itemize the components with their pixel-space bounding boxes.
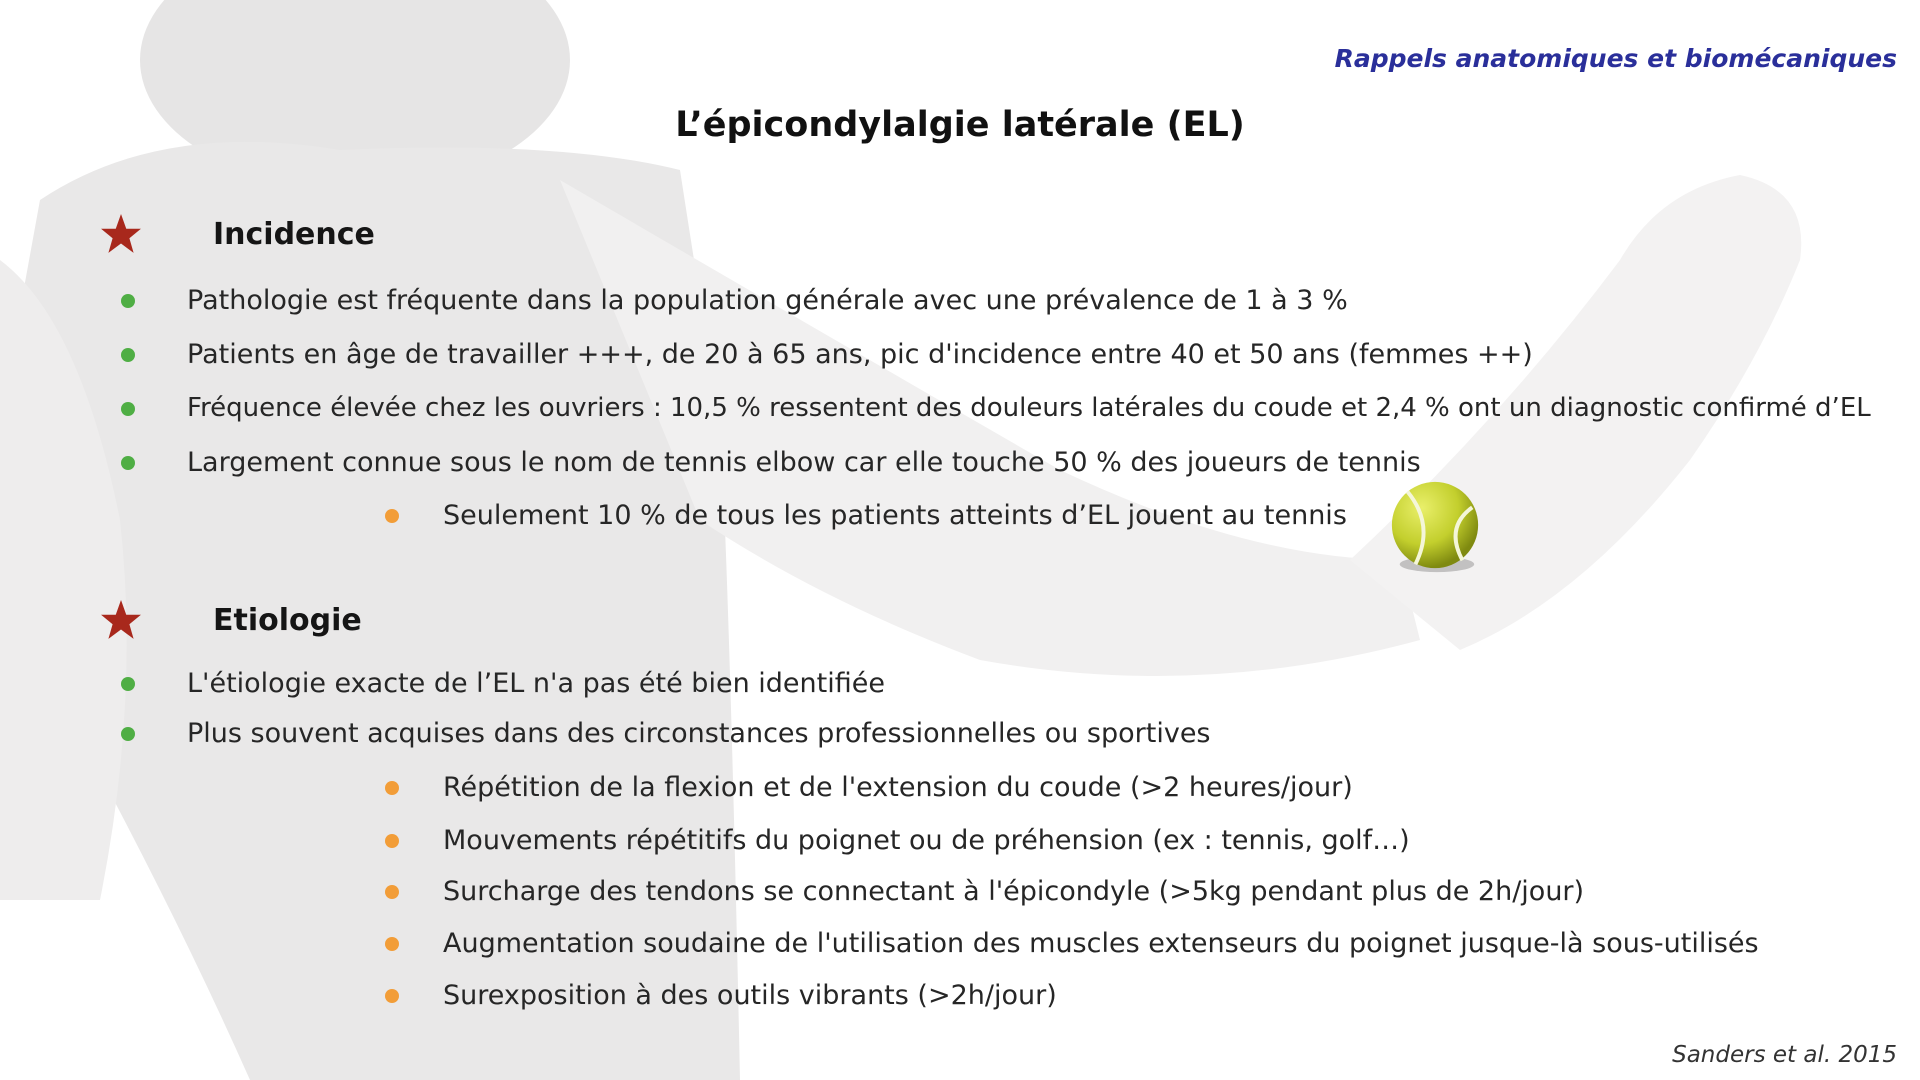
bullet-orange-icon — [385, 937, 399, 951]
bullet-green-icon — [121, 402, 135, 416]
list-item-text: Patients en âge de travailler +++, de 20 à 65 ans, pic d'incidence entre 40 et 50 ans (femmes ++) — [187, 339, 1533, 370]
list-item-text: Pathologie est fréquente dans la population générale avec une prévalence de 1 à 3 % — [187, 285, 1348, 316]
list-item-text: Répétition de la flexion et de l'extension du coude (>2 heures/jour) — [443, 772, 1353, 803]
list-item-text: Fréquence élevée chez les ouvriers : 10,5 % ressentent des douleurs latérales du coude et 2,4 % ont un diagnostic confirmé d’EL — [187, 393, 1871, 423]
section-heading-etiologie — [100, 599, 362, 641]
section-heading-label: Etiologie — [213, 602, 362, 638]
section-header-label: Rappels anatomiques et biomécaniques — [1334, 44, 1897, 73]
list-item-text: Plus souvent acquises dans des circonstances professionnelles ou sportives — [187, 718, 1211, 749]
bullet-orange-icon — [385, 885, 399, 899]
section-heading-incidence — [100, 213, 375, 255]
star-icon — [100, 213, 142, 255]
bullet-orange-icon — [385, 509, 399, 523]
list-item-text: Largement connue sous le nom de tennis elbow car elle touche 50 % des joueurs de tennis — [187, 447, 1421, 478]
list-item-text: L'étiologie exacte de l’EL n'a pas été bien identifiée — [187, 668, 885, 699]
bullet-green-icon — [121, 677, 135, 691]
list-item-text: Surexposition à des outils vibrants (>2h/jour) — [443, 980, 1057, 1011]
list-item-text: Augmentation soudaine de l'utilisation des muscles extenseurs du poignet jusque-là sous-utilisés — [443, 928, 1759, 959]
star-icon — [100, 599, 142, 641]
bullet-green-icon — [121, 348, 135, 362]
list-item-text: Seulement 10 % de tous les patients atteints d’EL jouent au tennis — [443, 500, 1347, 531]
section-heading-label: Incidence — [213, 216, 375, 252]
bullet-green-icon — [121, 456, 135, 470]
list-item-text: Surcharge des tendons se connectant à l'épicondyle (>5kg pendant plus de 2h/jour) — [443, 876, 1585, 907]
bullet-orange-icon — [385, 989, 399, 1003]
tennis-ball-icon — [1386, 478, 1484, 576]
bullet-green-icon — [121, 294, 135, 308]
bullet-orange-icon — [385, 781, 399, 795]
bullet-green-icon — [121, 727, 135, 741]
slide-title: L’épicondylalgie latérale (EL) — [675, 105, 1245, 145]
bullet-orange-icon — [385, 834, 399, 848]
list-item-text: Mouvements répétitifs du poignet ou de préhension (ex : tennis, golf…) — [443, 825, 1410, 856]
citation: Sanders et al. 2015 — [1672, 1042, 1897, 1068]
